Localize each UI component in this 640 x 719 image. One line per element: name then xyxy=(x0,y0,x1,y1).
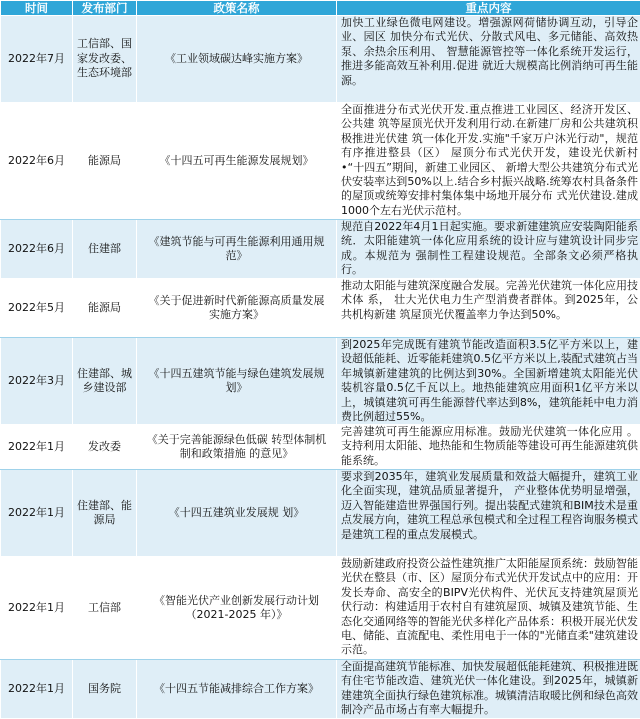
cell-policy: 《十四五建筑节能与绿色建筑发展规划》 xyxy=(137,338,337,425)
table-row xyxy=(1,557,640,660)
cell-dept: 能源局 xyxy=(73,103,137,220)
content-text: 鼓励新建政府投资公益性建筑推广太阳能屋顶系统：鼓励智能光伏在整县（市、区）屋顶分布式光伏开发试点中的应用：开发长寿命、高安全的BIPV光伏构件、光伏瓦支持建筑屋顶光伏行动：构建适用于农村自有建筑屋顶、城镇及建筑节能、生态化交通网络等的智能光伏多样化产品体系：积极开展光伏发电、储能、直流配电、柔性用电于一体的"光储直柔"建筑建设示范。 xyxy=(341,557,638,659)
cell-content xyxy=(337,279,640,338)
cell-time: 2022年1月 xyxy=(1,425,73,470)
cell-policy: 《智能光伏产业创新发展行动计划（2021-2025 年）》 xyxy=(137,557,337,660)
cell-policy: 《关于促进新时代新能源高质量发展实施方案》 xyxy=(137,279,337,338)
content-text: 推动太阳能与建筑深度融合发展。完善光伏建筑一体化应用技术体 系， 壮大光伏电力生产型消费者群体。到2025年，公共机构新建 筑屋顶光伏覆盖率力争达到50%。 xyxy=(341,279,638,337)
cell-policy: 《建筑节能与可再生能源利用通用规范》 xyxy=(137,220,337,279)
cell-time: 2022年7月 xyxy=(1,16,73,103)
content-text: 到2025年完成既有建筑节能改造面积3.5亿平方米以上，建设超低能耗、近零能耗建筑0.5亿平方米以上,装配式建筑占当年城镇新建建筑的比例达到30%。全国新增建筑太阳能光伏装机容量0.5亿千瓦以上。地热能建筑应用面积1亿平方米以上，城镇建筑可再生能源替代率达到8%，建筑能耗中电力消费比例超过55%。 xyxy=(341,338,638,424)
cell-policy: 《十四五可再生能源发展规划》 xyxy=(137,103,337,220)
cell-policy: 《工业领域碳达峰实施方案》 xyxy=(137,16,337,103)
cell-content xyxy=(337,103,640,220)
table-row xyxy=(1,220,640,279)
cell-dept: 住建部 xyxy=(73,220,137,279)
table-row xyxy=(1,279,640,338)
cell-content xyxy=(337,220,640,279)
content-text: 加快工业绿色微电网建设。增强源网荷储协调互动，引导企业、园区 加快分布式光伏、分散式风电、多元储能、高效热泵、余热余压利用、 智慧能源管控等一体化系统开发运行，推进多能高效互补利用.促进 就近大规模高比例消纳可再生能源。 xyxy=(341,16,638,102)
cell-time: 2022年3月 xyxy=(1,338,73,425)
cell-dept: 住建部、城乡建设部 xyxy=(73,338,137,425)
cell-content xyxy=(337,338,640,425)
header-dept: 发布部门 xyxy=(73,1,137,16)
cell-dept: 发改委 xyxy=(73,425,137,470)
cell-dept: 工信部、国家发改委、生态环境部 xyxy=(73,16,137,103)
table-row xyxy=(1,16,640,103)
content-text: 全面推进分布式光伏开发.重点推进工业园区、经济开发区、公共建 筑等屋顶光伏开发利用行动.在新建厂房和公共建筑积极推进光伏建 筑一体化开发.实施"千家万户沐光行动"，规范有序推进整县（区） 屋顶分布式光伏开发，建设光伏新村•“十四五”期间，新建工业园区、 新增大型公共建筑分布式光伏安装率达到50%以上.结合乡村振兴战略.统筹农村具备条件的屋顶或统筹安排村集体集中场地开展分布 式光伏建设.建成1000个左右光伏示范村。 xyxy=(341,103,638,219)
table-row xyxy=(1,103,640,220)
cell-dept: 住建部、能源局 xyxy=(73,470,137,557)
cell-time: 2022年5月 xyxy=(1,279,73,338)
cell-time: 2022年1月 xyxy=(1,557,73,660)
content-text: 规范自2022年4月1日起实施。要求新建建筑应安装陶阳能系统．太阳能建筑一体化应用系统的设计应与建筑设计同步完成。本规范为 强制性工程建设规范。全部条文必须严格执行。 xyxy=(341,220,638,278)
cell-dept: 工信部 xyxy=(73,557,137,660)
cell-time: 2022年1月 xyxy=(1,470,73,557)
table-row xyxy=(1,470,640,557)
table-row xyxy=(1,338,640,425)
cell-time: 2022年6月 xyxy=(1,103,73,220)
table-row xyxy=(1,425,640,470)
cell-content xyxy=(337,557,640,660)
content-text: 完善建筑可再生能源应用标准。鼓励光伏建筑一体化应用 。支持利用太阳能、地热能和生物质能等建设可再生能源建筑供能系统。 xyxy=(341,425,638,469)
cell-time: 2022年1月 xyxy=(1,660,73,719)
cell-policy: 《十四五节能减排综合工作方案》 xyxy=(137,660,337,719)
content-text: 要求到2035年，建筑业发展质量和效益大幅提升，建筑工业化全面实现，建筑品质显著提升， 产业整体优势明显增强，迈入智能建造世界强国行列。提出装配式建筑和BIM技术是重点发展方向，建筑工程总承包模式和全过程工程咨询服务模式是建筑工程的重点发展模式。 xyxy=(341,470,638,556)
cell-dept: 国务院 xyxy=(73,660,137,719)
header-content: 重点内容 xyxy=(337,1,640,16)
header-row xyxy=(1,1,640,16)
header-policy: 政策名称 xyxy=(137,1,337,16)
cell-dept: 能源局 xyxy=(73,279,137,338)
cell-content xyxy=(337,470,640,557)
cell-policy: 《关于完善能源绿色低碳 转型体制机制和政策措施 的意见》 xyxy=(137,425,337,470)
table-row xyxy=(1,660,640,719)
cell-policy: 《十四五建筑业发展规 划》 xyxy=(137,470,337,557)
header-time: 时间 xyxy=(1,1,73,16)
content-text: 全面提高建筑节能标准、加快发展超低能耗建筑、积极推进既有住宅节能改造、建筑光伏一体化建设。到2025年，城镇新建建筑全面执行绿色建筑标准。城镇清洁取暖比例和绿色高效制冷产品市场占有率大幅提升。 xyxy=(341,660,638,718)
cell-time: 2022年6月 xyxy=(1,220,73,279)
cell-content xyxy=(337,16,640,103)
cell-content xyxy=(337,660,640,719)
cell-content xyxy=(337,425,640,470)
